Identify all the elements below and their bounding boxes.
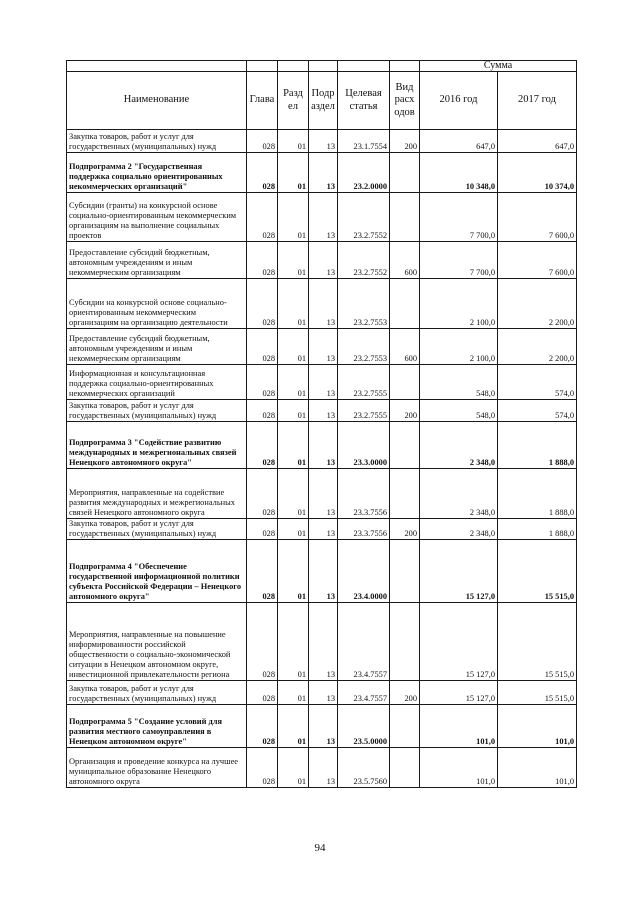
cell-vid: 200 xyxy=(390,519,420,540)
cell-razdel: 01 xyxy=(278,400,309,422)
cell-razdel: 01 xyxy=(278,422,309,469)
cell-razdel: 01 xyxy=(278,365,309,400)
cell-name: Подпрограмма 2 "Государственная поддержка социально ориентированных некоммерческих организаций" xyxy=(67,153,247,193)
cell-name: Закупка товаров, работ и услуг для государственных (муниципальных) нужд xyxy=(67,130,247,153)
vid-column-header: Вид расх одов xyxy=(390,72,420,130)
cell-y2016: 2 348,0 xyxy=(420,519,498,540)
table-row xyxy=(67,469,577,519)
cell-razdel: 01 xyxy=(278,469,309,519)
cell-statya: 23.2.7555 xyxy=(338,400,390,422)
cell-razdel: 01 xyxy=(278,130,309,153)
table-row xyxy=(67,681,577,705)
cell-name: Подпрограмма 4 "Обеспечение государственной информационной политики субъекта Российской Федерации – Ненецкого автономного округа" xyxy=(67,540,247,603)
cell-name: Закупка товаров, работ и услуг для государственных (муниципальных) нужд xyxy=(67,519,247,540)
cell-statya: 23.3.0000 xyxy=(338,422,390,469)
cell-vid xyxy=(390,279,420,329)
cell-y2016: 7 700,0 xyxy=(420,193,498,242)
cell-statya: 23.3.7556 xyxy=(338,519,390,540)
cell-vid xyxy=(390,153,420,193)
sum-header: Сумма xyxy=(420,61,577,72)
cell-name: Подпрограмма 5 "Создание условий для развития местного самоуправления в Ненецком автономном округе" xyxy=(67,705,247,748)
table-row xyxy=(67,400,577,422)
table-row xyxy=(67,242,577,279)
cell-vid xyxy=(390,422,420,469)
cell-vid xyxy=(390,193,420,242)
cell-razdel: 01 xyxy=(278,603,309,681)
cell-glava: 028 xyxy=(247,193,278,242)
cell-podrazdel: 13 xyxy=(309,153,338,193)
cell-y2016: 548,0 xyxy=(420,400,498,422)
cell-podrazdel: 13 xyxy=(309,400,338,422)
cell-statya: 23.2.7552 xyxy=(338,193,390,242)
statya-column-header: Целевая статья xyxy=(338,72,390,130)
cell-podrazdel: 13 xyxy=(309,603,338,681)
cell-y2016: 101,0 xyxy=(420,705,498,748)
table-row xyxy=(67,329,577,365)
cell-y2016: 15 127,0 xyxy=(420,681,498,705)
cell-glava: 028 xyxy=(247,130,278,153)
cell-razdel: 01 xyxy=(278,242,309,279)
cell-y2017: 1 888,0 xyxy=(498,469,577,519)
cell-podrazdel: 13 xyxy=(309,540,338,603)
cell-y2016: 7 700,0 xyxy=(420,242,498,279)
year-2016-column-header: 2016 год xyxy=(420,72,498,130)
cell-statya: 23.5.7560 xyxy=(338,748,390,788)
cell-y2016: 101,0 xyxy=(420,748,498,788)
cell-razdel: 01 xyxy=(278,681,309,705)
cell-statya: 23.4.7557 xyxy=(338,681,390,705)
cell-vid xyxy=(390,365,420,400)
table-row xyxy=(67,153,577,193)
cell-podrazdel: 13 xyxy=(309,519,338,540)
table-row xyxy=(67,705,577,748)
table-row xyxy=(67,603,577,681)
cell-y2017: 15 515,0 xyxy=(498,681,577,705)
table-row xyxy=(67,279,577,329)
cell-y2016: 15 127,0 xyxy=(420,540,498,603)
cell-razdel: 01 xyxy=(278,329,309,365)
cell-glava: 028 xyxy=(247,242,278,279)
budget-table xyxy=(66,60,577,788)
cell-y2016: 2 348,0 xyxy=(420,469,498,519)
cell-razdel: 01 xyxy=(278,193,309,242)
cell-glava: 028 xyxy=(247,365,278,400)
cell-glava: 028 xyxy=(247,329,278,365)
cell-glava: 028 xyxy=(247,603,278,681)
cell-podrazdel: 13 xyxy=(309,422,338,469)
cell-y2017: 647,0 xyxy=(498,130,577,153)
cell-statya: 23.4.7557 xyxy=(338,603,390,681)
cell-glava: 028 xyxy=(247,705,278,748)
cell-name: Подпрограмма 3 "Содействие развитию международных и межрегиональных связей Ненецкого автономного округа" xyxy=(67,422,247,469)
cell-y2017: 101,0 xyxy=(498,748,577,788)
cell-glava: 028 xyxy=(247,469,278,519)
cell-name: Предоставление субсидий бюджетным, автономным учреждениям и иным некоммерческим организациям xyxy=(67,329,247,365)
year-2017-column-header: 2017 год xyxy=(498,72,577,130)
cell-vid: 200 xyxy=(390,400,420,422)
cell-podrazdel: 13 xyxy=(309,469,338,519)
cell-statya: 23.3.7556 xyxy=(338,469,390,519)
cell-name: Субсидии (гранты) на конкурсной основе социально-ориентированным некоммерческим организациям на выполнение социальных проектов xyxy=(67,193,247,242)
cell-statya: 23.2.0000 xyxy=(338,153,390,193)
cell-y2017: 15 515,0 xyxy=(498,540,577,603)
cell-razdel: 01 xyxy=(278,153,309,193)
cell-razdel: 01 xyxy=(278,279,309,329)
cell-glava: 028 xyxy=(247,681,278,705)
cell-podrazdel: 13 xyxy=(309,242,338,279)
cell-razdel: 01 xyxy=(278,748,309,788)
cell-y2017: 1 888,0 xyxy=(498,519,577,540)
cell-name: Предоставление субсидий бюджетным, автономным учреждениям и иным некоммерческим организациям xyxy=(67,242,247,279)
cell-y2017: 1 888,0 xyxy=(498,422,577,469)
cell-vid xyxy=(390,705,420,748)
cell-glava: 028 xyxy=(247,400,278,422)
table-row xyxy=(67,193,577,242)
cell-razdel: 01 xyxy=(278,519,309,540)
cell-vid: 200 xyxy=(390,681,420,705)
table-row xyxy=(67,748,577,788)
cell-glava: 028 xyxy=(247,748,278,788)
name-column-header: Наименование xyxy=(67,72,247,130)
cell-vid: 200 xyxy=(390,130,420,153)
cell-name: Мероприятия, направленные на содействие развития международных и межрегиональных связей Ненецкого автономного округа xyxy=(67,469,247,519)
cell-y2017: 574,0 xyxy=(498,365,577,400)
cell-name: Субсидии на конкурсной основе социально-ориентированным некоммерческим организациям на организацию деятельности xyxy=(67,279,247,329)
cell-name: Организация и проведение конкурса на лучшее муниципальное образование Ненецкого автономного округа xyxy=(67,748,247,788)
cell-y2016: 2 348,0 xyxy=(420,422,498,469)
cell-vid xyxy=(390,748,420,788)
cell-glava: 028 xyxy=(247,422,278,469)
cell-y2017: 101,0 xyxy=(498,705,577,748)
table-row xyxy=(67,540,577,603)
header-spacer-row xyxy=(67,61,577,72)
cell-glava: 028 xyxy=(247,153,278,193)
cell-y2017: 2 200,0 xyxy=(498,329,577,365)
table-row xyxy=(67,365,577,400)
cell-podrazdel: 13 xyxy=(309,329,338,365)
podrazdel-column-header: Подр аздел xyxy=(309,72,338,130)
cell-y2017: 15 515,0 xyxy=(498,603,577,681)
cell-podrazdel: 13 xyxy=(309,748,338,788)
cell-statya: 23.5.0000 xyxy=(338,705,390,748)
cell-podrazdel: 13 xyxy=(309,193,338,242)
cell-statya: 23.1.7554 xyxy=(338,130,390,153)
cell-razdel: 01 xyxy=(278,705,309,748)
cell-statya: 23.2.7553 xyxy=(338,279,390,329)
cell-y2017: 2 200,0 xyxy=(498,279,577,329)
table-header xyxy=(67,61,577,130)
cell-statya: 23.2.7555 xyxy=(338,365,390,400)
header-row xyxy=(67,72,577,130)
cell-glava: 028 xyxy=(247,540,278,603)
cell-y2016: 15 127,0 xyxy=(420,603,498,681)
cell-name: Закупка товаров, работ и услуг для государственных (муниципальных) нужд xyxy=(67,400,247,422)
cell-statya: 23.2.7552 xyxy=(338,242,390,279)
cell-podrazdel: 13 xyxy=(309,279,338,329)
glava-column-header: Глава xyxy=(247,72,278,130)
cell-vid xyxy=(390,540,420,603)
table-row xyxy=(67,422,577,469)
table-body xyxy=(67,130,577,788)
cell-y2016: 548,0 xyxy=(420,365,498,400)
cell-y2016: 2 100,0 xyxy=(420,329,498,365)
page-number: 94 xyxy=(314,842,326,854)
cell-y2017: 7 600,0 xyxy=(498,242,577,279)
table-row xyxy=(67,519,577,540)
cell-y2016: 2 100,0 xyxy=(420,279,498,329)
cell-vid xyxy=(390,469,420,519)
cell-vid: 600 xyxy=(390,329,420,365)
cell-glava: 028 xyxy=(247,519,278,540)
cell-y2017: 574,0 xyxy=(498,400,577,422)
cell-razdel: 01 xyxy=(278,540,309,603)
cell-podrazdel: 13 xyxy=(309,365,338,400)
cell-glava: 028 xyxy=(247,279,278,329)
cell-y2017: 10 374,0 xyxy=(498,153,577,193)
cell-statya: 23.4.0000 xyxy=(338,540,390,603)
cell-name: Информационная и консультационная поддержка социально-ориентированных некоммерческих организаций xyxy=(67,365,247,400)
cell-vid: 600 xyxy=(390,242,420,279)
cell-vid xyxy=(390,603,420,681)
cell-name: Мероприятия, направленные на повышение информированности российской общественности о социально-экономической ситуации в Ненецком автономном округе, инвестиционной привлекательности региона xyxy=(67,603,247,681)
table-row xyxy=(67,130,577,153)
cell-podrazdel: 13 xyxy=(309,130,338,153)
cell-statya: 23.2.7553 xyxy=(338,329,390,365)
cell-podrazdel: 13 xyxy=(309,705,338,748)
cell-podrazdel: 13 xyxy=(309,681,338,705)
cell-name: Закупка товаров, работ и услуг для государственных (муниципальных) нужд xyxy=(67,681,247,705)
cell-y2016: 647,0 xyxy=(420,130,498,153)
cell-y2017: 7 600,0 xyxy=(498,193,577,242)
razdel-column-header: Разд ел xyxy=(278,72,309,130)
cell-y2016: 10 348,0 xyxy=(420,153,498,193)
